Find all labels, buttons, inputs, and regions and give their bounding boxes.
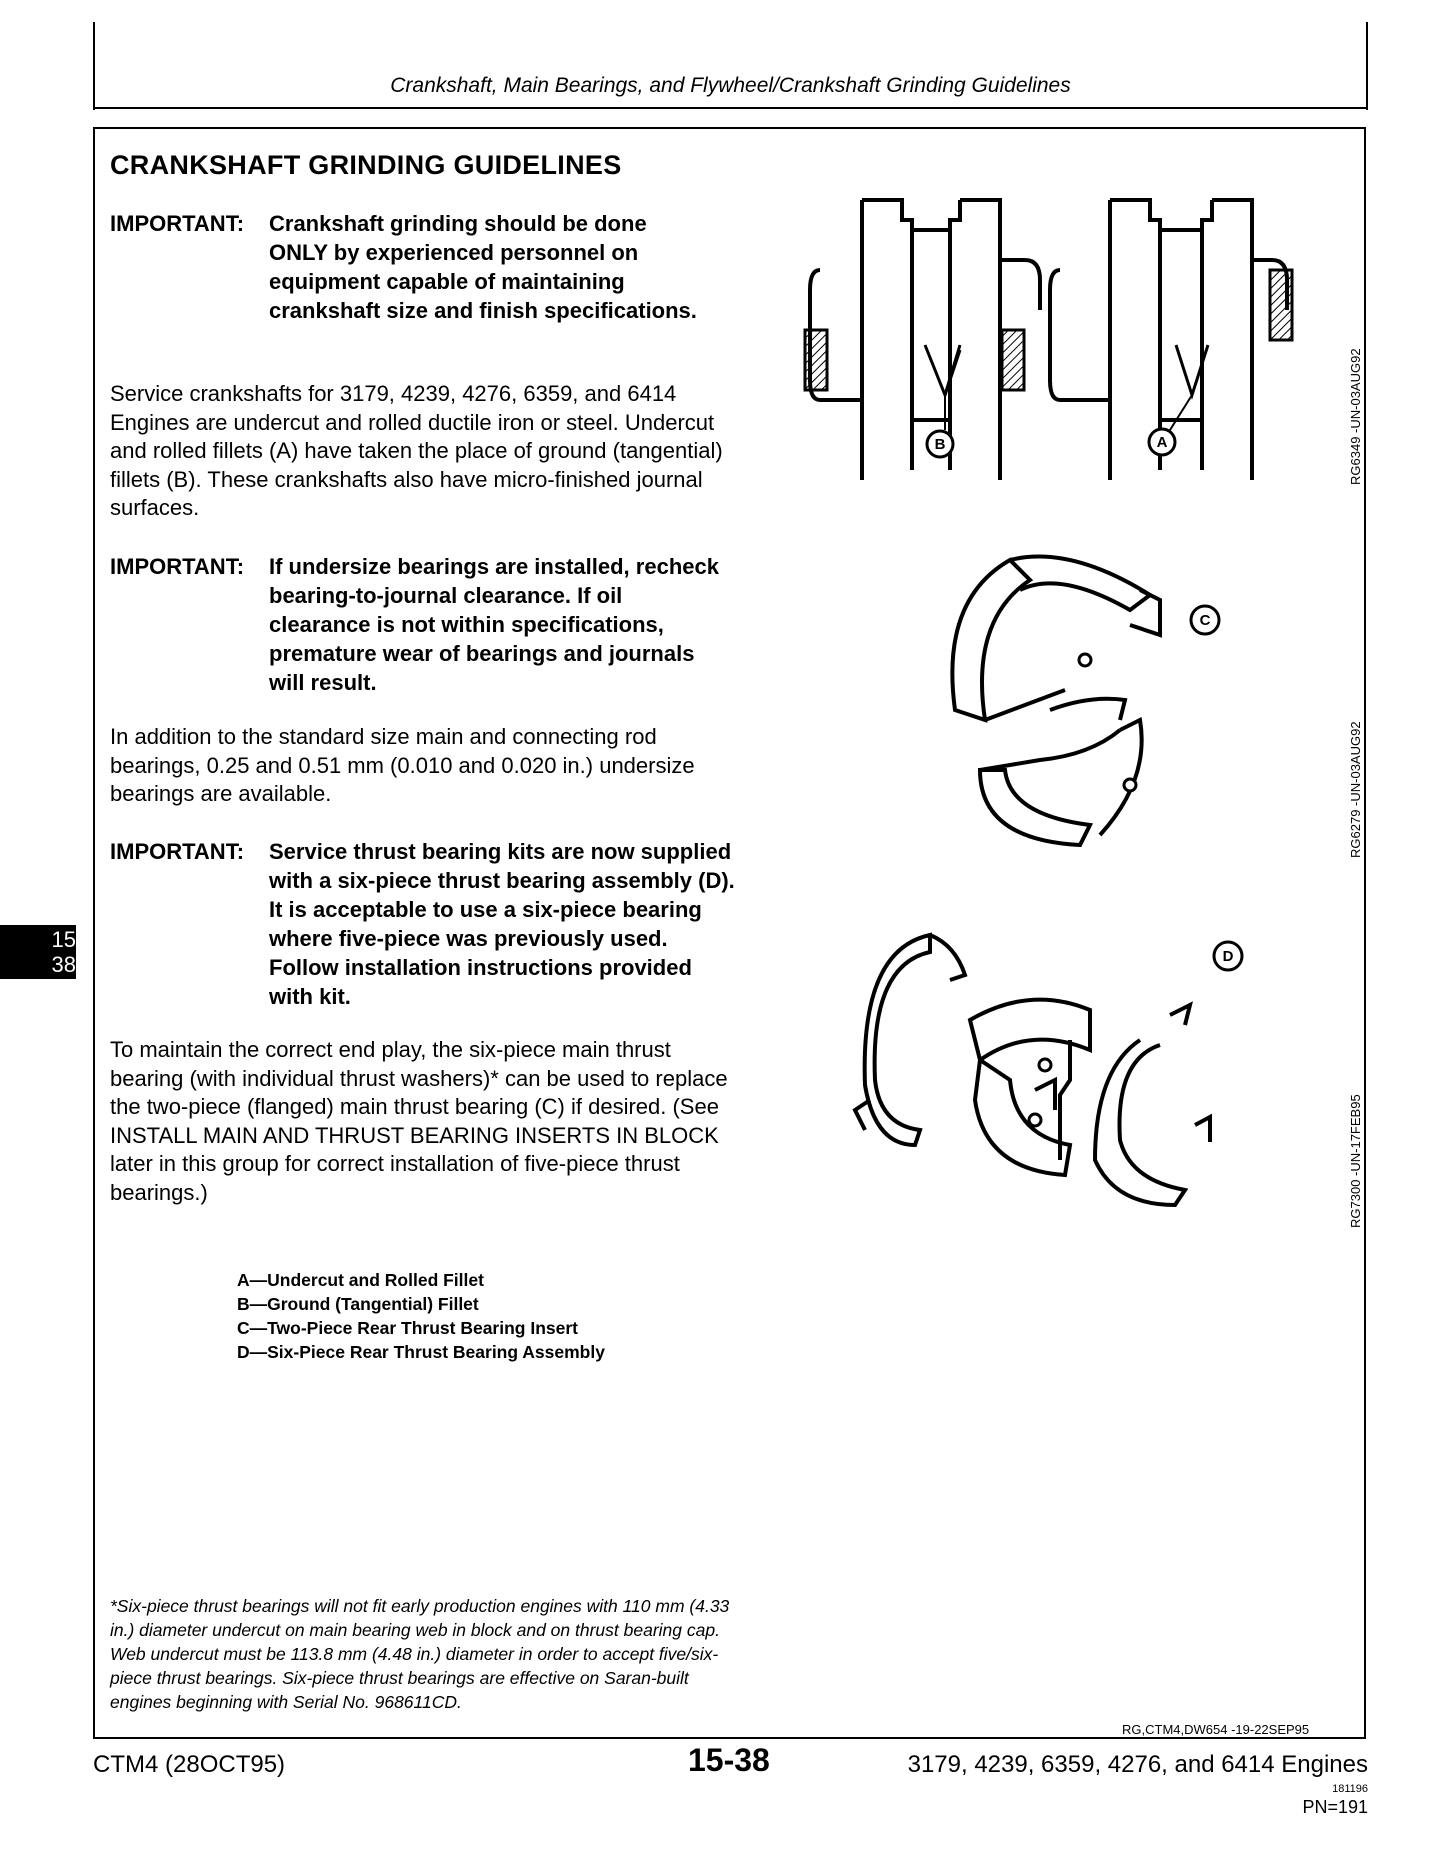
footnote: *Six-piece thrust bearings will not fit early production engines with 110 mm (4.33 in.) diameter undercut on main bearing web in block and on thrust bearing cap. Web undercut must be 113.8 mm (4.48 in.) diameter in order to accept five/six-piece thrust bearings. Six-piece thrust bearings are effective on Saran-built engines beginning with Serial No. 968611CD. <box>110 1596 730 1712</box>
legend-item-b: B—Ground (Tangential) Fillet <box>237 1294 479 1314</box>
figure-legend <box>237 1268 605 1364</box>
header-rule <box>93 107 1368 109</box>
section-side-tab <box>0 925 76 979</box>
paragraph-undersize: In addition to the standard size main and connecting rod bearings, 0.25 and 0.51 mm (0.010 and 0.020 in.) undersize bearings are available. <box>110 724 695 806</box>
legend-item-d: D—Six-Piece Rear Thrust Bearing Assembly <box>237 1342 605 1362</box>
important-text-3: Service thrust bearing kits are now supplied with a six-piece thrust bearing assembly (D). It is acceptable to use a six-piece bearing where five-piece was previously used. Follow installation instructions provided with kit. <box>269 839 735 1009</box>
important-note-2 <box>110 552 740 697</box>
callout-a: A <box>1156 434 1168 451</box>
callout-d: D <box>1222 948 1234 965</box>
figure-id-rg6349: RG6349 -UN-03AUG92 <box>1348 348 1363 485</box>
section-title: CRANKSHAFT GRINDING GUIDELINES <box>110 150 622 180</box>
important-note-1 <box>110 209 740 325</box>
important-label: IMPORTANT: <box>110 554 245 579</box>
footer-manual: CTM4 (28OCT95) <box>93 1751 286 1778</box>
legend-item-a: A—Undercut and Rolled Fillet <box>237 1270 484 1290</box>
side-tab-line-1: 15 <box>51 927 76 952</box>
important-text-2: If undersize bearings are installed, recheck bearing-to-journal clearance. If oil clearance is not within specifications, premature wear of bearings and journals will result. <box>269 554 719 695</box>
reference-code: RG,CTM4,DW654 -19-22SEP95 <box>1122 1722 1310 1737</box>
callout-b: B <box>934 436 946 453</box>
figure-id-rg6279: RG6279 -UN-03AUG92 <box>1348 721 1363 858</box>
side-tab-line-2: 38 <box>51 952 76 977</box>
crankshaft-fillet-illustration <box>800 190 1300 480</box>
important-text-1: Crankshaft grinding should be done ONLY by experienced personnel on equipment capable of maintaining crankshaft size and finish specifications. <box>269 211 697 323</box>
footer-pn: PN=191 <box>1302 1797 1368 1817</box>
paragraph-fillets: Service crankshafts for 3179, 4239, 4276, 6359, and 6414 Engines are undercut and rolled ductile iron or steel. Undercut and rolled fillets (A) have taken the place of ground (tangential) fillets (B). These crankshafts also have micro-finished journal surfaces. <box>110 381 723 520</box>
important-label: IMPORTANT: <box>110 211 245 236</box>
legend-item-c: C—Two-Piece Rear Thrust Bearing Insert <box>237 1318 579 1338</box>
important-label: IMPORTANT: <box>110 839 245 864</box>
paragraph-end-play: To maintain the correct end play, the six-piece main thrust bearing (with individual thrust washers)* can be used to replace the two-piece (flanged) main thrust bearing (C) if desired. (See INSTALL MAIN AND THRUST BEARING INSERTS IN BLOCK later in this group for correct installation of five-piece thrust bearings.) <box>110 1037 728 1205</box>
callout-c: C <box>1199 612 1211 629</box>
figure-id-rg7300: RG7300 -UN-17FEB95 <box>1348 1094 1363 1228</box>
footer-page-number: 15-38 <box>688 1742 770 1778</box>
six-piece-thrust-bearing-illustration <box>840 920 1260 1210</box>
footer-date-code: 181196 <box>1332 1783 1368 1795</box>
important-note-3 <box>110 837 740 1011</box>
footer-engines: 3179, 4239, 6359, 4276, and 6414 Engines <box>907 1751 1368 1778</box>
two-piece-thrust-bearing-illustration <box>940 540 1240 850</box>
running-title: Crankshaft, Main Bearings, and Flywheel/Crankshaft Grinding Guidelines <box>390 74 1071 97</box>
